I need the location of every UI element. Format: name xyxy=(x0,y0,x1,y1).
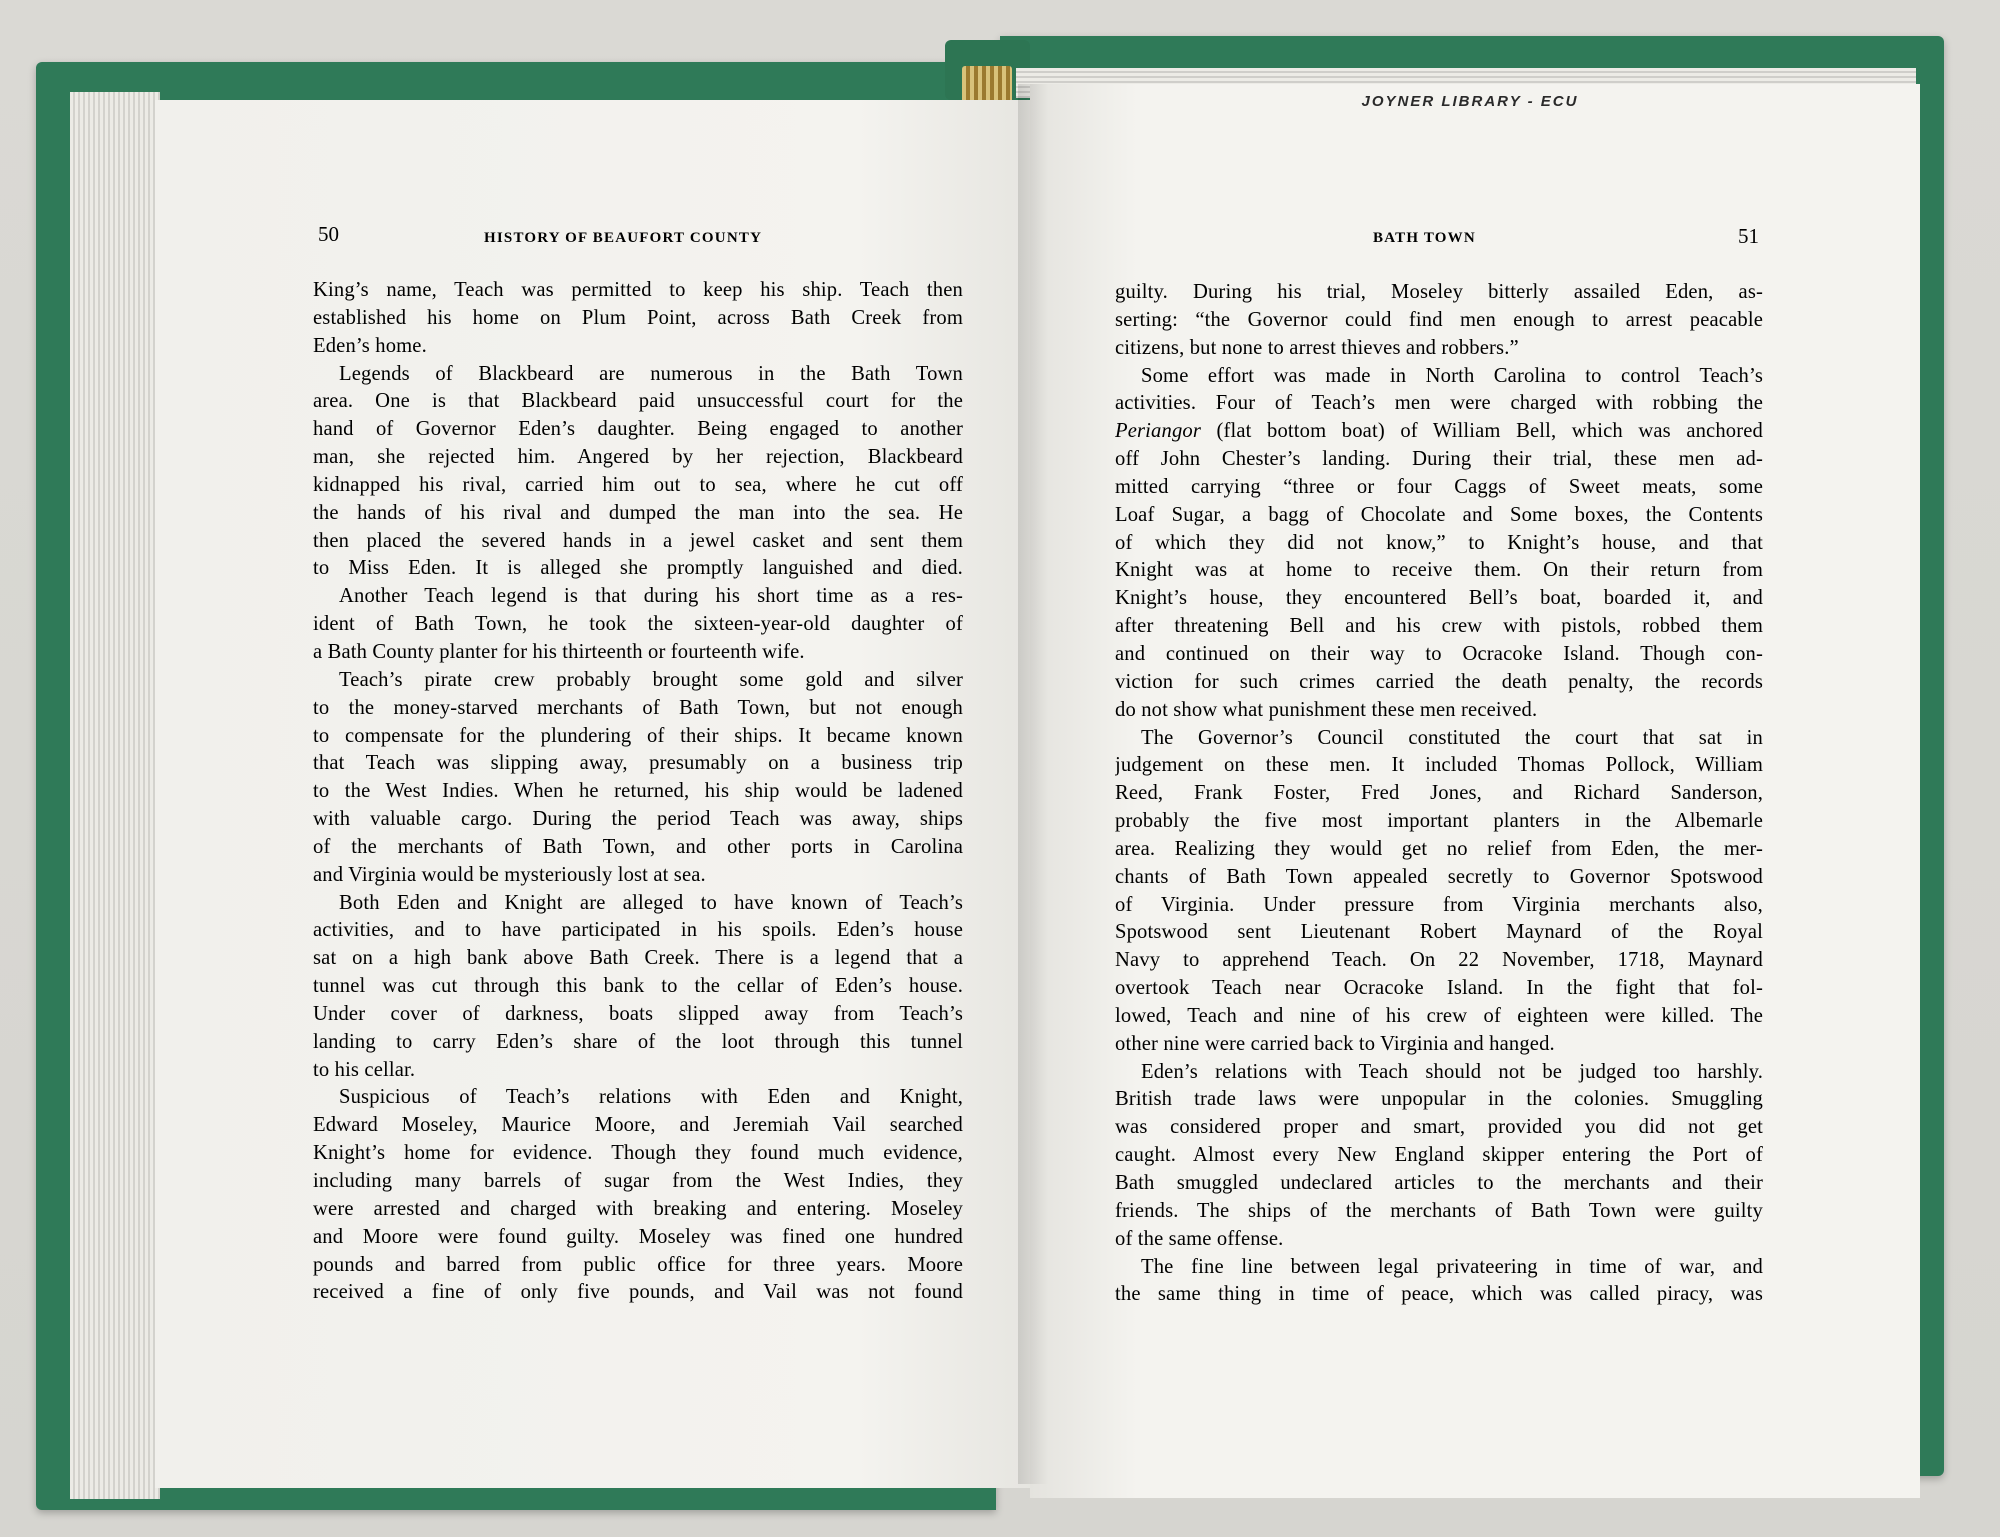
text-line: of the same offense. xyxy=(1115,1227,1284,1250)
text-line: hand of Governor Eden’s daughter. Being engaged to another xyxy=(313,418,963,441)
text-line: established his home on Plum Point, across Bath Creek from xyxy=(313,306,963,329)
text-line: area. Realizing they would get no relief from Eden, the mer- xyxy=(1115,837,1763,860)
text-line: Eden’s relations with Teach should not be judged too harshly. xyxy=(1141,1060,1763,1083)
text-line: Knight’s home for evidence. Though they found much evidence, xyxy=(313,1142,963,1165)
text-line: King’s name, Teach was permitted to keep his ship. Teach then xyxy=(313,279,963,301)
text-line: area. One is that Blackbeard paid unsuccessful court for the xyxy=(313,390,963,413)
text-line: caught. Almost every New England skipper entering the Port of xyxy=(1115,1144,1763,1167)
text-line: The fine line between legal privateering in time of war, and xyxy=(1141,1255,1763,1278)
text-line: of which they did not know,” to Knight’s house, and that xyxy=(1115,531,1763,554)
text-line: other nine were carried back to Virginia and hanged. xyxy=(1115,1032,1555,1055)
text-line: Spotswood sent Lieutenant Robert Maynard of the Royal xyxy=(1115,921,1763,944)
text-line: judgement on these men. It included Thomas Pollock, William xyxy=(1115,754,1763,777)
text-line: Knight’s house, they encountered Bell’s boat, boarded it, and xyxy=(1115,587,1763,610)
text-line: to his cellar. xyxy=(313,1058,416,1081)
left-page-body xyxy=(313,277,963,1307)
text-line: Some effort was made in North Carolina to control Teach’s xyxy=(1141,364,1763,387)
text-line: serting: “the Governor could find men enough to arrest peacable xyxy=(1115,308,1763,331)
text-line: pounds and barred from public office for three years. Moore xyxy=(313,1253,963,1276)
text-line: Suspicious of Teach’s relations with Eden and Knight, xyxy=(339,1086,963,1109)
text-line: ident of Bath Town, he took the sixteen-year-old daughter of xyxy=(313,613,963,636)
text-line: Knight was at home to receive them. On their return from xyxy=(1115,559,1763,582)
text-line: overtook Teach near Ocracoke Island. In the fight that fol- xyxy=(1115,977,1763,1000)
text-line: Edward Moseley, Maurice Moore, and Jeremiah Vail searched xyxy=(313,1114,963,1137)
right-page-body xyxy=(1115,279,1763,1309)
text-line: man, she rejected him. Angered by her rejection, Blackbeard xyxy=(313,446,963,469)
italic-term: Periangor xyxy=(1115,420,1202,443)
text-line: The Governor’s Council constituted the court that sat in xyxy=(1141,726,1763,749)
page-edges-left xyxy=(70,92,160,1499)
text-line: of Virginia. Under pressure from Virginia merchants also, xyxy=(1115,893,1763,916)
text-line: to the money-starved merchants of Bath Town, but not enough xyxy=(313,696,963,719)
text-line: were arrested and charged with breaking and entering. Moseley xyxy=(313,1197,963,1220)
text-line: and Moore were found guilty. Moseley was fined one hundred xyxy=(313,1225,963,1248)
text-line: including many barrels of sugar from the West Indies, they xyxy=(313,1170,963,1192)
text-line: with valuable cargo. During the period Teach was away, ships xyxy=(313,808,963,831)
text-line: of the merchants of Bath Town, and other ports in Carolina xyxy=(313,835,963,858)
text-line: British trade laws were unpopular in the colonies. Smuggling xyxy=(1115,1088,1763,1111)
left-page-number: 50 xyxy=(318,222,339,246)
text-line: activities, and to have participated in his spoils. Eden’s house xyxy=(313,919,963,942)
text-line: the same thing in time of peace, which was called piracy, was xyxy=(1115,1283,1763,1306)
text-line: guilty. During his trial, Moseley bitterly assailed Eden, as- xyxy=(1115,281,1763,303)
text-line: lowed, Teach and nine of his crew of eighteen were killed. The xyxy=(1115,1004,1763,1027)
text-line: Navy to apprehend Teach. On 22 November, 1718, Maynard xyxy=(1115,949,1763,972)
text-line: do not show what punishment these men received. xyxy=(1115,698,1538,721)
text-line: Reed, Frank Foster, Fred Jones, and Richard Sanderson, xyxy=(1115,782,1763,805)
text-line: citizens, but none to arrest thieves and robbers.” xyxy=(1115,336,1519,359)
book-gutter xyxy=(1018,84,1048,1484)
text-line: and continued on their way to Ocracoke Island. Though con- xyxy=(1115,642,1763,665)
text-line: after threatening Bell and his crew with pistols, robbed them xyxy=(1115,615,1763,638)
text-line: Teach’s pirate crew probably brought some gold and silver xyxy=(339,668,963,691)
right-running-head: BATH TOWN xyxy=(1373,230,1476,246)
text-line: mitted carrying “three or four Caggs of Sweet meats, some xyxy=(1115,475,1763,498)
text-line: a Bath County planter for his thirteenth or fourteenth wife. xyxy=(313,640,805,663)
text-line: to compensate for the plundering of their ships. It became known xyxy=(313,724,963,747)
text-line: kidnapped his rival, carried him out to sea, where he cut off xyxy=(313,473,963,496)
text-line: that Teach was slipping away, presumably on a business trip xyxy=(313,752,963,775)
text-line: then placed the severed hands in a jewel casket and sent them xyxy=(313,529,963,552)
text-line: chants of Bath Town appealed secretly to Governor Spotswood xyxy=(1115,865,1763,888)
text-line xyxy=(1115,418,1763,446)
text-line: Another Teach legend is that during his short time as a res- xyxy=(339,585,963,608)
text-line: received a fine of only five pounds, and Vail was not found xyxy=(313,1281,963,1304)
text-line: off John Chester’s landing. During their trial, these men ad- xyxy=(1115,448,1763,471)
text-line: landing to carry Eden’s share of the loot through this tunnel xyxy=(313,1030,963,1053)
text-line: tunnel was cut through this bank to the cellar of Eden’s house. xyxy=(313,975,963,998)
text-line: activities. Four of Teach’s men were charged with robbing the xyxy=(1115,392,1763,415)
text-line: Under cover of darkness, boats slipped away from Teach’s xyxy=(313,1002,963,1025)
text-line: Loaf Sugar, a bagg of Chocolate and Some boxes, the Contents xyxy=(1115,503,1763,526)
text-line: Both Eden and Knight are alleged to have known of Teach’s xyxy=(339,891,963,914)
text-line: friends. The ships of the merchants of Bath Town were guilty xyxy=(1115,1199,1763,1222)
right-page-number: 51 xyxy=(1738,224,1759,248)
text-line: sat on a high bank above Bath Creek. There is a legend that a xyxy=(313,947,963,970)
text-line-rest: (flat bottom boat) of William Bell, which was anchored xyxy=(1201,420,1763,443)
left-running-head: HISTORY OF BEAUFORT COUNTY xyxy=(484,230,763,246)
text-line: to the West Indies. When he returned, his ship would be ladened xyxy=(313,780,963,803)
text-line: Eden’s home. xyxy=(313,334,427,357)
text-line: viction for such crimes carried the death penalty, the records xyxy=(1115,670,1763,693)
text-line: the hands of his rival and dumped the man into the sea. He xyxy=(313,501,963,524)
text-line: and Virginia would be mysteriously lost at sea. xyxy=(313,863,706,886)
text-line: to Miss Eden. It is alleged she promptly languished and died. xyxy=(313,557,963,580)
library-stamp: JOYNER LIBRARY - ECU xyxy=(1361,93,1579,110)
text-line: Bath smuggled undeclared articles to the merchants and their xyxy=(1115,1172,1763,1194)
text-line: was considered proper and smart, provided you did not get xyxy=(1115,1116,1763,1139)
text-line: probably the five most important planters in the Albemarle xyxy=(1115,810,1763,833)
text-line: Legends of Blackbeard are numerous in the Bath Town xyxy=(339,362,963,385)
